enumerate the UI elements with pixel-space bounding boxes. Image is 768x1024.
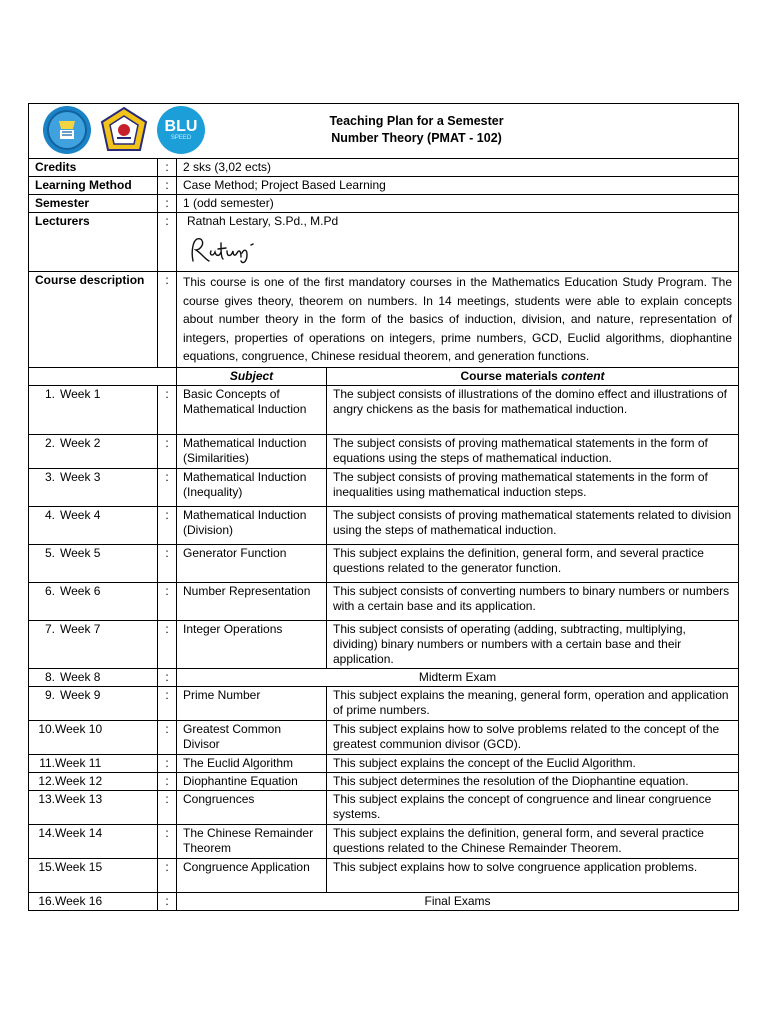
week-row bbox=[29, 720, 739, 754]
week-row bbox=[29, 506, 739, 544]
subject-cell: Integer Operations bbox=[177, 620, 327, 668]
week-row bbox=[29, 858, 739, 892]
week-number: 14. bbox=[38, 825, 55, 840]
lecturers-row bbox=[29, 213, 739, 272]
week-label: Week 9 bbox=[60, 687, 101, 702]
subject-cell: Number Representation bbox=[177, 582, 327, 620]
week-cell bbox=[29, 620, 158, 668]
content-cell: This subject consists of operating (adding, subtracting, multiplying, dividing) binary numbers or numbers with a certain base and their application. bbox=[327, 620, 739, 668]
content-cell: This subject determines the resolution of the Diophantine equation. bbox=[327, 772, 739, 790]
subject-header: Subject bbox=[177, 367, 327, 385]
blu-logo bbox=[157, 106, 205, 154]
week-cell bbox=[29, 772, 158, 790]
week-label: Week 8 bbox=[60, 669, 101, 684]
content-cell: This subject explains how to solve problems related to the concept of the greatest communion divisor (GCD). bbox=[327, 720, 739, 754]
content-cell: This subject explains how to solve congruence application problems. bbox=[327, 858, 739, 892]
document-title: Teaching Plan for a Semester bbox=[329, 114, 504, 128]
week-cell bbox=[29, 858, 158, 892]
week-number: 8. bbox=[44, 669, 55, 684]
week-number: 15. bbox=[38, 859, 55, 874]
week-row bbox=[29, 668, 739, 686]
semester-row bbox=[29, 195, 739, 213]
week-cell bbox=[29, 686, 158, 720]
week-row bbox=[29, 434, 739, 468]
week-label: Week 6 bbox=[60, 583, 101, 598]
lecturer-signature bbox=[187, 233, 732, 269]
method-row bbox=[29, 177, 739, 195]
week-row bbox=[29, 754, 739, 772]
week-cell bbox=[29, 892, 158, 910]
colon: : bbox=[158, 790, 177, 824]
exam-cell: Final Exams bbox=[177, 892, 739, 910]
colon: : bbox=[158, 686, 177, 720]
colon: : bbox=[158, 582, 177, 620]
lecturers-label: Lecturers bbox=[29, 213, 158, 272]
credits-label: Credits bbox=[29, 159, 158, 177]
lecturer-name: Ratnah Lestary, S.Pd., M.Pd bbox=[187, 214, 339, 228]
week-row bbox=[29, 620, 739, 668]
description-row bbox=[29, 272, 739, 368]
method-label: Learning Method bbox=[29, 177, 158, 195]
credits-value: 2 sks (3,02 ects) bbox=[177, 159, 739, 177]
week-label: Week 3 bbox=[60, 469, 101, 484]
university-logo bbox=[100, 106, 148, 154]
week-cell bbox=[29, 790, 158, 824]
course-title: Number Theory (PMAT - 102) bbox=[331, 131, 502, 145]
subject-cell: Congruence Application bbox=[177, 858, 327, 892]
week-label: Week 4 bbox=[60, 507, 101, 522]
week-number: 1. bbox=[44, 386, 55, 401]
colon: : bbox=[158, 272, 177, 368]
week-label: Week 5 bbox=[60, 545, 101, 560]
week-row bbox=[29, 544, 739, 582]
description-label: Course description bbox=[29, 272, 158, 368]
subject-cell: Congruences bbox=[177, 790, 327, 824]
content-cell: The subject consists of proving mathematical statements in the form of inequalities using mathematical induction steps. bbox=[327, 468, 739, 506]
content-header-prefix: Course materials bbox=[460, 368, 562, 383]
week-number: 10. bbox=[38, 721, 55, 736]
subject-cell: Greatest Common Divisor bbox=[177, 720, 327, 754]
week-label: Week 12 bbox=[55, 773, 103, 788]
colon: : bbox=[158, 824, 177, 858]
week-number: 13. bbox=[38, 791, 55, 806]
week-number: 9. bbox=[44, 687, 55, 702]
colon: : bbox=[158, 892, 177, 910]
week-label: Week 14 bbox=[55, 825, 103, 840]
week-cell bbox=[29, 582, 158, 620]
colon: : bbox=[158, 177, 177, 195]
colon: : bbox=[158, 620, 177, 668]
subject-cell: Generator Function bbox=[177, 544, 327, 582]
week-label: Week 10 bbox=[55, 721, 103, 736]
week-cell bbox=[29, 544, 158, 582]
subject-cell: Prime Number bbox=[177, 686, 327, 720]
week-row bbox=[29, 385, 739, 434]
content-cell: The subject consists of proving mathematical statements related to division using the steps of mathematical induction. bbox=[327, 506, 739, 544]
colon: : bbox=[158, 213, 177, 272]
week-label: Week 16 bbox=[55, 893, 103, 908]
colon: : bbox=[158, 159, 177, 177]
colon: : bbox=[158, 195, 177, 213]
logos bbox=[29, 106, 205, 154]
week-cell bbox=[29, 668, 158, 686]
colon: : bbox=[158, 468, 177, 506]
week-number: 16. bbox=[38, 893, 55, 908]
colon: : bbox=[158, 858, 177, 892]
week-row bbox=[29, 892, 739, 910]
method-value: Case Method; Project Based Learning bbox=[177, 177, 739, 195]
subject-cell: The Chinese Remainder Theorem bbox=[177, 824, 327, 858]
week-number: 11. bbox=[39, 755, 55, 770]
week-label: Week 15 bbox=[55, 859, 103, 874]
content-cell: This subject explains the definition, general form, and several practice questions related to the Chinese Remainder Theorem. bbox=[327, 824, 739, 858]
week-cell bbox=[29, 720, 158, 754]
colon: : bbox=[158, 720, 177, 754]
exam-cell: Midterm Exam bbox=[177, 668, 739, 686]
week-number: 3. bbox=[44, 469, 55, 484]
week-cell bbox=[29, 754, 158, 772]
content-cell: The subject consists of illustrations of the domino effect and illustrations of angry chickens as the basis for mathematical induction. bbox=[327, 385, 739, 434]
header-row bbox=[29, 104, 739, 159]
colon: : bbox=[158, 772, 177, 790]
column-header-row bbox=[29, 367, 739, 385]
week-row bbox=[29, 790, 739, 824]
week-cell bbox=[29, 506, 158, 544]
content-cell: This subject explains the concept of congruence and linear congruence systems. bbox=[327, 790, 739, 824]
content-cell: This subject consists of converting numbers to binary numbers or numbers with a certain base and its application. bbox=[327, 582, 739, 620]
subject-cell: The Euclid Algorithm bbox=[177, 754, 327, 772]
week-label: Week 13 bbox=[55, 791, 103, 806]
week-number: 6. bbox=[44, 583, 55, 598]
blu-logo-text: BLU bbox=[164, 117, 198, 135]
week-cell bbox=[29, 468, 158, 506]
subject-cell: Basic Concepts of Mathematical Induction bbox=[177, 385, 327, 434]
colon: : bbox=[158, 754, 177, 772]
week-cell bbox=[29, 824, 158, 858]
week-number: 7. bbox=[44, 621, 55, 636]
content-cell: This subject explains the meaning, general form, operation and application of prime numbers. bbox=[327, 686, 739, 720]
ministry-logo bbox=[43, 106, 91, 154]
subject-cell: Mathematical Induction (Inequality) bbox=[177, 468, 327, 506]
week-row bbox=[29, 824, 739, 858]
week-label: Week 2 bbox=[60, 435, 101, 450]
week-cell bbox=[29, 434, 158, 468]
week-number: 12. bbox=[38, 773, 55, 788]
colon: : bbox=[158, 385, 177, 434]
content-cell: The subject consists of proving mathematical statements in the form of equations using the steps of mathematical induction. bbox=[327, 434, 739, 468]
subject-cell: Mathematical Induction (Similarities) bbox=[177, 434, 327, 468]
week-label: Week 1 bbox=[60, 386, 101, 401]
content-header-italic: content bbox=[561, 368, 605, 383]
teaching-plan-table bbox=[28, 103, 739, 911]
semester-label: Semester bbox=[29, 195, 158, 213]
content-header bbox=[327, 367, 739, 385]
semester-value: 1 (odd semester) bbox=[177, 195, 739, 213]
week-cell bbox=[29, 385, 158, 434]
week-row bbox=[29, 582, 739, 620]
colon: : bbox=[158, 434, 177, 468]
credits-row bbox=[29, 159, 739, 177]
description-value: This course is one of the first mandatory courses in the Mathematics Education Study Program. The course gives theory, theorem on numbers. In 14 meetings, students were able to explain concepts about number theory in the form of the basics of induction, division, and nature, representation of integers, properties of operations on integers, prime numbers, GCD, Euclid algorithms, diophantine equations, congruence, Chinese residual theorem, and generation functions. bbox=[177, 272, 739, 368]
colon: : bbox=[158, 544, 177, 582]
week-row bbox=[29, 772, 739, 790]
week-label: Week 11 bbox=[55, 755, 102, 770]
week-number: 5. bbox=[44, 545, 55, 560]
subject-cell: Diophantine Equation bbox=[177, 772, 327, 790]
week-number: 4. bbox=[44, 507, 55, 522]
week-row bbox=[29, 686, 739, 720]
subject-cell: Mathematical Induction (Division) bbox=[177, 506, 327, 544]
week-row bbox=[29, 468, 739, 506]
content-cell: This subject explains the definition, general form, and several practice questions related to the generator function. bbox=[327, 544, 739, 582]
blu-logo-subtext: SPEED bbox=[170, 134, 192, 141]
week-label: Week 7 bbox=[60, 621, 101, 636]
content-cell: This subject explains the concept of the Euclid Algorithm. bbox=[327, 754, 739, 772]
week-number: 2. bbox=[44, 435, 55, 450]
colon: : bbox=[158, 668, 177, 686]
colon: : bbox=[158, 506, 177, 544]
